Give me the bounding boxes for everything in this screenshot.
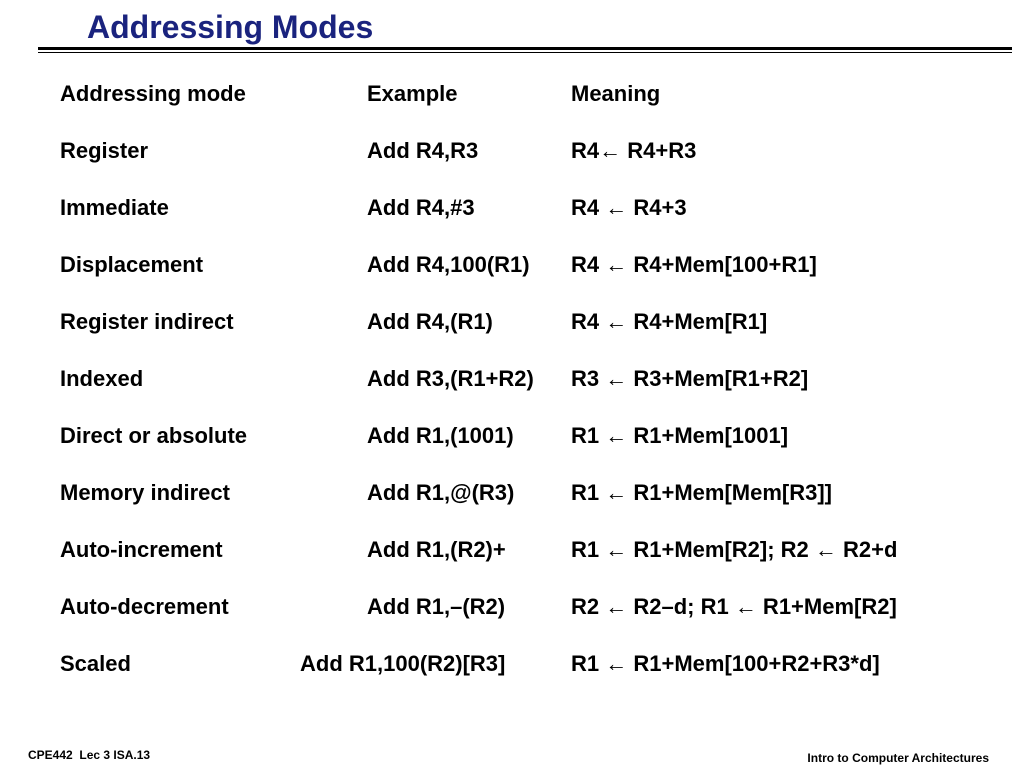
row-example: Add R1,(1001): [367, 423, 514, 448]
row-mode: Register indirect: [60, 309, 234, 334]
row-meaning: R3 ← R3+Mem[R1+R2]: [571, 366, 809, 391]
row-example: Add R1,@(R3): [367, 480, 515, 505]
row-meaning: R1 ← R1+Mem[R2]; R2 ← R2+d: [571, 537, 898, 562]
header-addressing-mode: Addressing mode: [60, 81, 246, 106]
row-mode: Displacement: [60, 252, 204, 277]
footer-lecture-id: CPE442 Lec 3 ISA.13: [28, 748, 151, 762]
row-meaning: R2 ← R2–d; R1 ← R1+Mem[R2]: [571, 594, 897, 619]
row-example: Add R3,(R1+R2): [367, 366, 534, 391]
title-underline-thin: [38, 52, 1012, 53]
header-example: Example: [367, 81, 458, 106]
row-example: Add R1,–(R2): [367, 594, 506, 619]
row-mode: Immediate: [60, 195, 169, 220]
row-example: Add R4,#3: [367, 195, 475, 220]
row-example: Add R4,R3: [367, 138, 479, 163]
row-meaning: R1 ← R1+Mem[1001]: [571, 423, 789, 448]
row-mode: Memory indirect: [60, 480, 230, 505]
title-underline: [38, 47, 1012, 50]
row-mode: Auto-increment: [60, 537, 223, 562]
row-example: Add R1,(R2)+: [367, 537, 506, 562]
row-meaning: R1 ← R1+Mem[Mem[R3]]: [571, 480, 832, 505]
footer-course-title: Intro to Computer Architectures: [807, 751, 989, 765]
row-meaning: R4 ← R4+Mem[R1]: [571, 309, 768, 334]
row-mode: Direct or absolute: [60, 423, 248, 448]
header-meaning: Meaning: [571, 81, 661, 106]
row-meaning: R4 ← R4+Mem[100+R1]: [571, 252, 817, 277]
slide-title: Addressing Modes: [87, 9, 374, 45]
row-mode: Scaled: [60, 651, 131, 676]
row-example: Add R1,100(R2)[R3]: [300, 651, 506, 676]
row-meaning: R4 ← R4+3: [571, 195, 687, 220]
row-example: Add R4,100(R1): [367, 252, 530, 277]
row-meaning: R4← R4+R3: [571, 138, 697, 163]
row-mode: Register: [60, 138, 149, 163]
row-example: Add R4,(R1): [367, 309, 493, 334]
row-meaning: R1 ← R1+Mem[100+R2+R3*d]: [571, 651, 880, 676]
row-mode: Indexed: [60, 366, 144, 391]
row-mode: Auto-decrement: [60, 594, 229, 619]
